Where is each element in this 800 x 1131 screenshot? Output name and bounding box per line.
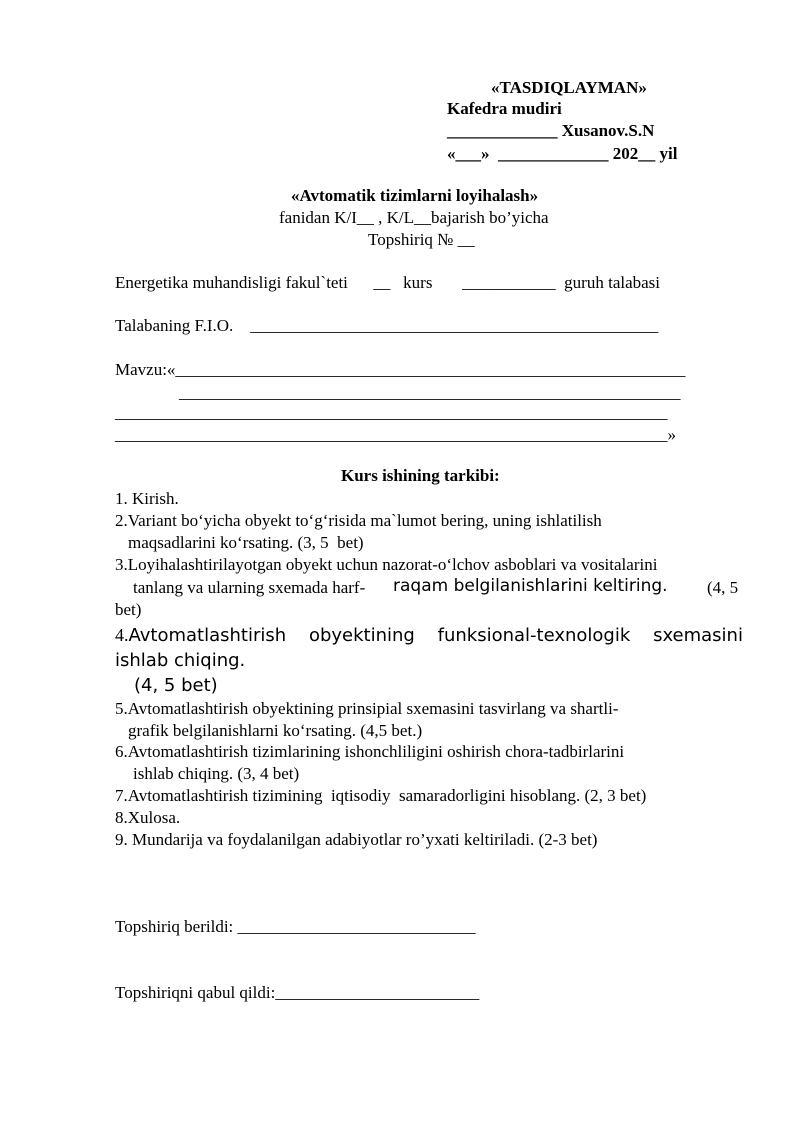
student-name-line: Talabaning F.I.O. ________________________________________________ <box>115 316 659 335</box>
contents-item-9: 9. Mundarija va foydalanilgan adabiyotlar ro’yxati keltiriladi. (2-3 bet) <box>115 830 598 849</box>
contents-item-3-cont-c: (4, 5 <box>707 578 739 597</box>
contents-item-3-tail: bet) <box>115 600 142 619</box>
contents-item-4 <box>115 623 743 648</box>
topic-line-3: _________________________________________________________________ <box>115 403 668 422</box>
subject-title: «Avtomatik tizimlarni loyihalash» <box>291 186 539 205</box>
approval-position: Kafedra mudiri <box>447 99 562 118</box>
contents-item-4-pages: (4, 5 bet) <box>134 675 218 696</box>
approval-signature-line: _____________ Xusanov.S.N <box>447 121 655 140</box>
task-given-line: Topshiriq berildi: ____________________________ <box>115 917 476 936</box>
contents-item-8: 8.Xulosa. <box>115 808 181 827</box>
contents-item-6-cont: ishlab chiqing. (3, 4 bet) <box>133 764 300 783</box>
contents-item-1: 1. Kirish. <box>115 489 179 508</box>
approval-date-line: «___» _____________ 202__ yil <box>447 144 678 163</box>
contents-item-2-cont: maqsadlarini ko‘rsating. (3, 5 bet) <box>128 533 364 552</box>
topic-line-1: Mavzu:«____________________________________________________________ <box>115 360 686 379</box>
contents-item-5-cont: grafik belgilanishlarni ko‘rsating. (4,5 bet.) <box>128 721 423 740</box>
contents-item-3: 3.Loyihalashtirilayotgan obyekt uchun nazorat-o‘lchov asboblari va vositalarini <box>115 555 658 574</box>
contents-item-4-cont: ishlab chiqing. <box>115 650 246 671</box>
contents-item-4-prefix: 4.Avtomatlashtirish <box>115 625 287 646</box>
contents-item-3-cont-a: tanlang va ularning sxemada harf- <box>133 578 366 597</box>
contents-item-4-word: obyektining <box>308 625 415 646</box>
contents-item-5: 5.Avtomatlashtirish obyektining prinsipial sxemasini tasvirlang va shartli- <box>115 699 619 718</box>
contents-item-3-cont-b: raqam belgilanishlarini keltiring. <box>393 576 668 596</box>
contents-item-4-word: sxemasini <box>653 625 743 646</box>
topic-line-2: ___________________________________________________________ <box>179 383 681 402</box>
task-number: Topshiriq № __ <box>368 230 475 249</box>
contents-item-7: 7.Avtomatlashtirish tizimining iqtisodiy samaradorligini hisoblang. (2, 3 bet) <box>115 786 647 805</box>
faculty-line: Energetika muhandisligi fakul`teti __ kurs ___________ guruh talabasi <box>115 273 661 292</box>
contents-item-6: 6.Avtomatlashtirish tizimlarining ishonchliligini oshirish chora-tadbirlarini <box>115 742 625 761</box>
task-accepted-line: Topshiriqni qabul qildi:________________________ <box>115 983 480 1002</box>
subject-subtitle: fanidan K/I__ , K/L__bajarish bo’yicha <box>279 208 549 227</box>
contents-item-2: 2.Variant bo‘yicha obyekt to‘g‘risida ma`lumot bering, uning ishlatilish <box>115 511 602 530</box>
contents-title: Kurs ishining tarkibi: <box>341 466 500 485</box>
topic-line-4: _________________________________________________________________» <box>115 425 676 444</box>
approval-title: «TASDIQLAYMAN» <box>491 78 647 97</box>
contents-item-4-word: funksional-texnologik <box>437 625 631 646</box>
